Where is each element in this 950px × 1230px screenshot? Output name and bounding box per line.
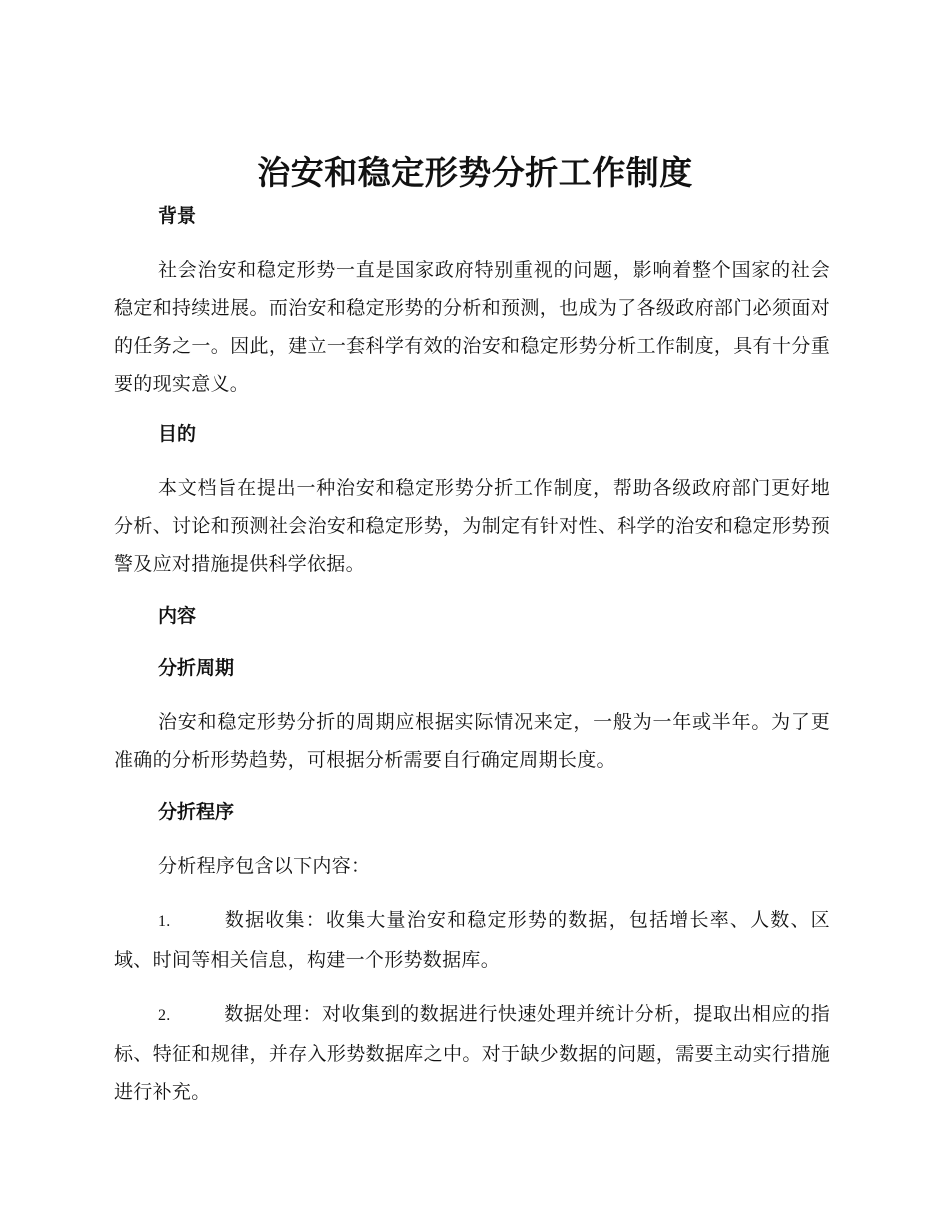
- document-body: [114, 197, 830, 1111]
- section-heading-period: 分折周期: [158, 657, 235, 679]
- paragraph-background: 社会治安和稳定形势一直是国家政府特别重视的问题，影响着整个国家的社会稳定和持续进展。而治安和稳定形势的分析和预测，也成为了各级政府部门必须面对的任务之一。因此，建立一套科学有效的治安和稳定形势分析工作制度，具有十分重要的现实意义。: [114, 259, 830, 395]
- list-item-number: 1.: [158, 913, 171, 930]
- section-heading-procedure: 分折程序: [158, 801, 235, 823]
- list-item-text: 数据收集：收集大量治安和稳定形势的数据，包括增长率、人数、区域、时间等相关信息，构建一个形势数据库。: [114, 909, 830, 971]
- document-title: 治安和稳定形势分折工作制度: [257, 153, 693, 192]
- list-item-text: 数据处理：对收集到的数据进行快速处理并统计分析，提取出相应的指标、特征和规律，并存入形势数据库之中。对于缺少数据的问题，需要主动实行措施进行补充。: [114, 1003, 830, 1103]
- paragraph-purpose: 本文档旨在提出一种治安和稳定形势分折工作制度，帮助各级政府部门更好地分析、讨论和预测社会治安和稳定形势，为制定有针对性、科学的治安和稳定形势预警及应对措施提供科学依据。: [114, 477, 830, 575]
- list-item: [114, 995, 830, 1111]
- paragraph-period: 治安和稳定形势分折的周期应根据实际情况来定，一般为一年或半年。为了更准确的分析形势趋势，可根据分析需要自行确定周期长度。: [114, 711, 830, 771]
- section-heading-background: 背景: [158, 205, 197, 227]
- list-item: [114, 901, 830, 979]
- section-heading-purpose: 目的: [158, 423, 197, 445]
- list-item-number: 2.: [158, 1007, 171, 1024]
- section-heading-content: 内容: [158, 605, 197, 627]
- paragraph-procedure-intro: 分析程序包含以下内容：: [158, 855, 371, 877]
